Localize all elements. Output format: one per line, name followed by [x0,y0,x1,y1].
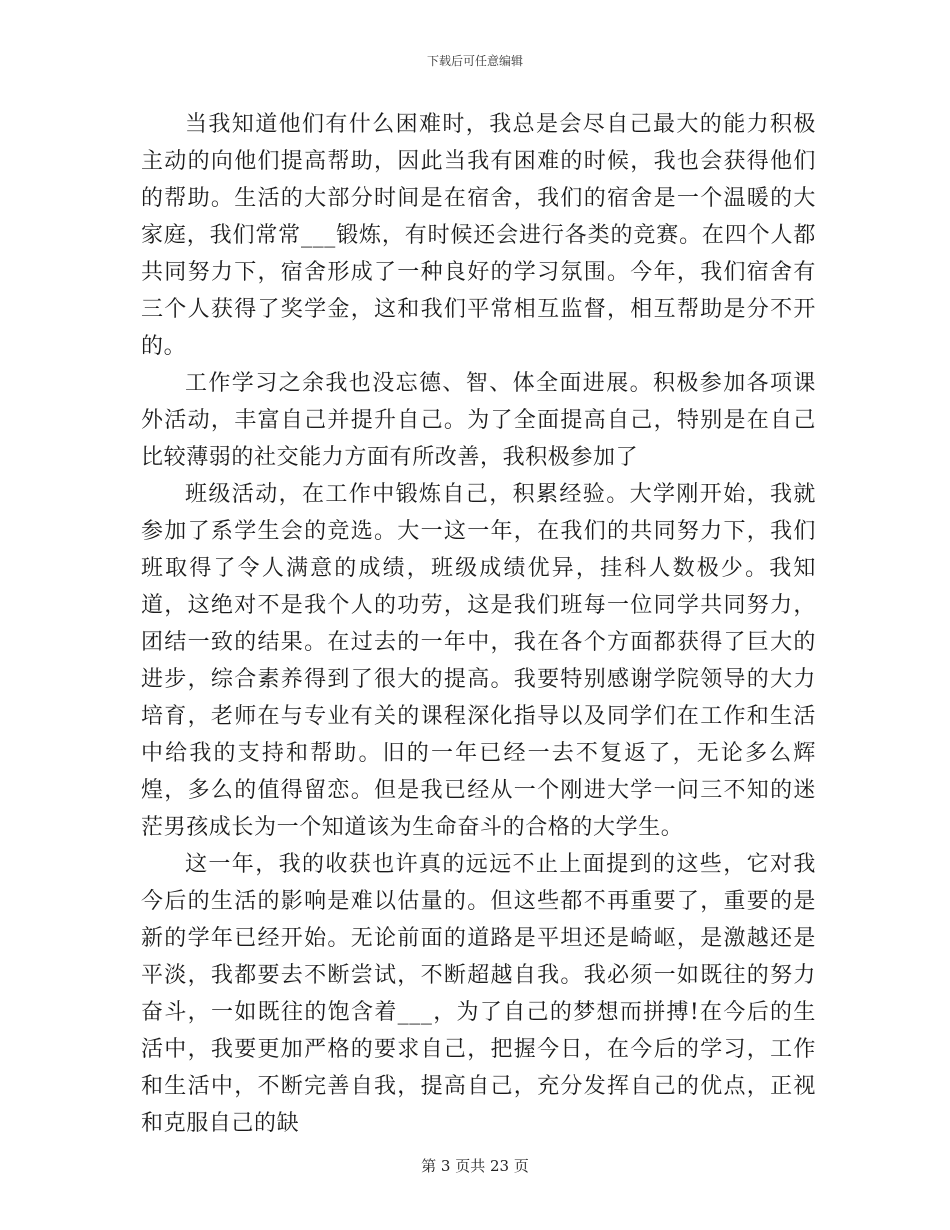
paragraph-1: 当我知道他们有什么困难时，我总是会尽自己最大的能力积极主动的向他们提高帮助，因此当我有困难的时候，我也会获得他们的帮助。生活的大部分时间是在宿舍，我们的宿舍是一个温暖的大家庭，我们常常___锻炼，有时候还会进行各类的竞赛。在四个人都共同努力下，宿舍形成了一种良好的学习氛围。今年，我们宿舍有三个人获得了奖学金，这和我们平常相互监督，相互帮助是分不开的。 [141,112,816,359]
paragraph-4: 这一年，我的收获也许真的远远不止上面提到的这些，它对我今后的生活的影响是难以估量的。但这些都不再重要了，重要的是新的学年已经开始。无论前面的道路是平坦还是崎岖，是激越还是平淡，我都要去不断尝试，不断超越自我。我必须一如既往的努力奋斗，一如既往的饱含着___，为了自己的梦想而拼搏!在今后的生活中，我要更加严格的要求自己，把握今日，在今后的学习，工作和生活中，不断完善自我，提高自己，充分发挥自己的优点，正视和克服自己的缺 [141,852,816,1136]
paragraph-2: 工作学习之余我也没忘德、智、体全面进展。积极参加各项课外活动，丰富自己并提升自己。为了全面提高自己，特别是在自己比较薄弱的社交能力方面有所改善，我积极参加了 [141,371,816,470]
document-body [141,106,816,1142]
page-footer: 第 3 页共 23 页 [421,1157,529,1175]
paragraph-3: 班级活动，在工作中锻炼自己，积累经验。大学刚开始，我就参加了系学生会的竞选。大一这一年，在我们的共同努力下，我们班取得了令人满意的成绩，班级成绩优异，挂科人数极少。我知道，这绝对不是我个人的功劳，这是我们班每一位同学共同努力，团结一致的结果。在过去的一年中，我在各个方面都获得了巨大的进步，综合素养得到了很大的提高。我要特别感谢学院领导的大力培育，老师在与专业有关的课程深化指导以及同学们在工作和生活中给我的支持和帮助。旧的一年已经一去不复返了，无论多么辉煌，多么的值得留恋。但是我已经从一个刚进大学一问三不知的迷茫男孩成长为一个知道该为生命奋斗的合格的大学生。 [141,482,816,840]
page-header: 下载后可任意编辑 [426,54,523,68]
